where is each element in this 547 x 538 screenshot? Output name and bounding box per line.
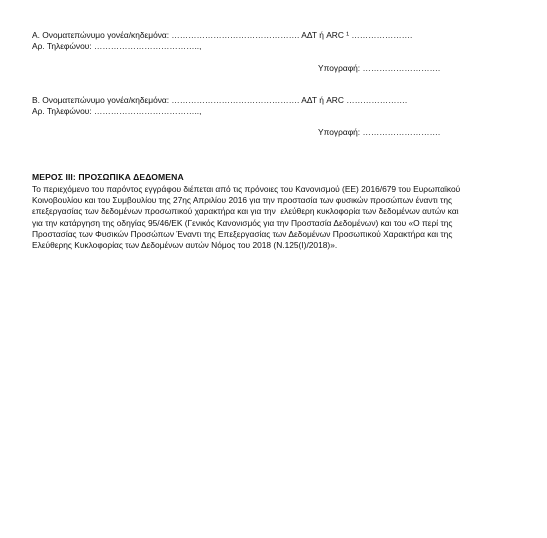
paragraph-line: επεξεργασίας των δεδομένων προσωπικού χαρακτήρα και για την ελεύθερη κυκλοφορία των δεδομένων αυτών και	[32, 206, 459, 217]
section-title-personal-data: ΜΕΡΟΣ ΙΙΙ: ΠΡΟΣΩΠΙΚΑ ΔΕΔΟΜΕΝΑ	[32, 172, 184, 182]
paragraph-line: Ελεύθερης Κυκλοφορίας των Δεδομένων αυτών Νόμος του 2018 (Ν.125(Ι)/2018)».	[32, 240, 338, 251]
personal-data-paragraph	[32, 184, 522, 251]
paragraph-line: Το περιεχόμενο του παρόντος εγγράφου διέπεται από τις πρόνοιες του Κανονισμού (ΕΕ) 2016/679 του Ευρωπαϊκού	[32, 184, 461, 194]
guardian-b-phone-line: Αρ. Τηλεφώνου: ………………………………..,	[32, 106, 202, 116]
paragraph-line: Προστασίας των Φυσικών Προσώπων Έναντι της Επεξεργασίας των Δεδομένων Προσωπικού Χαρακτήρα και της	[32, 228, 453, 239]
paragraph-line: Κοινοβουλίου και του Συμβουλίου της 27ης Απριλίου 2016 για την προστασία των φυσικών προσώπων έναντι της	[32, 195, 453, 206]
guardian-a-signature-line: Υπογραφή: ……………………….	[318, 63, 441, 73]
paragraph-line: για την κατάργηση της οδηγίας 95/46/ΕΚ (Γενικός Κανονισμός για την Προστασία Δεδομένων) και του «Ο περί της	[32, 217, 453, 228]
guardian-a-name-line: Α. Ονοματεπώνυμο γονέα/κηδεμόνα: ………………………………………. ΑΔΤ ή ARC ¹ ………………….	[32, 30, 413, 40]
guardian-a-phone-line: Αρ. Τηλεφώνου: ………………………………..,	[32, 41, 202, 51]
guardian-b-signature-line: Υπογραφή: ……………………….	[318, 127, 441, 137]
guardian-b-name-line: Β. Ονοματεπώνυμο γονέα/κηδεμόνα: ………………………………………. ΑΔΤ ή ARC ………………….	[32, 95, 408, 105]
